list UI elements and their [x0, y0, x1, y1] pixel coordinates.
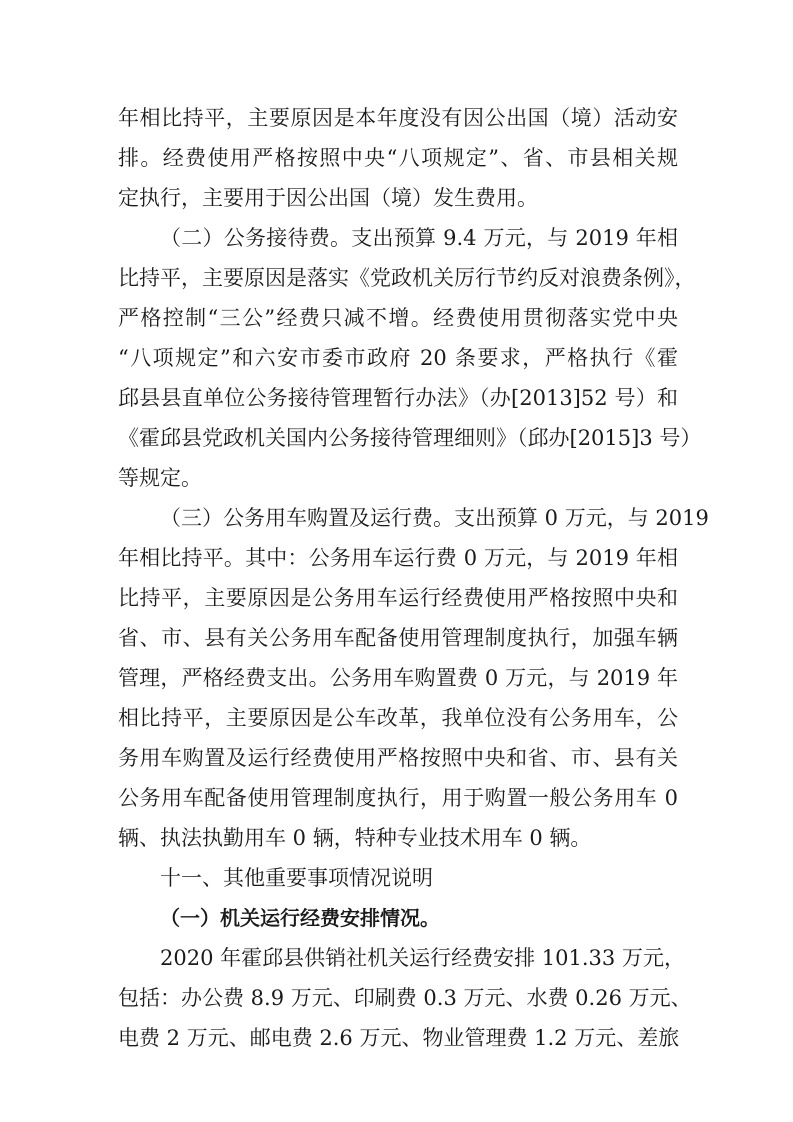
- subsection-heading: （一）机关运行经费安排情况。: [160, 906, 440, 930]
- paragraph-line: 定执行，主要用于因公出国（境）发生费用。: [118, 186, 538, 210]
- paragraph-line: “八项规定”和六安市委市政府 20 条要求，严格执行《霍: [118, 346, 678, 370]
- paragraph-line: （二）公务接待费。支出预算 9.4 万元，与 2019 年相: [160, 226, 678, 250]
- paragraph-line: 邱县县直单位公务接待管理暂行办法》（办[2013]52 号）和: [118, 386, 678, 410]
- paragraph-line: 等规定。: [118, 466, 202, 490]
- paragraph-line: 年相比持平。其中：公务用车运行费 0 万元，与 2019 年相: [118, 546, 678, 570]
- paragraph-line: 公务用车配备使用管理制度执行，用于购置一般公务用车 0: [118, 786, 678, 810]
- paragraph-line: 辆、执法执勤用车 0 辆，特种专业技术用车 0 辆。: [118, 826, 592, 850]
- paragraph-line: 严格控制“三公”经费只减不增。经费使用贯彻落实党中央: [118, 306, 678, 330]
- paragraph-line: 包括：办公费 8.9 万元、印刷费 0.3 万元、水费 0.26 万元、: [118, 986, 692, 1010]
- paragraph-line: 管理，严格经费支出。公务用车购置费 0 万元，与 2019 年: [118, 666, 678, 690]
- paragraph-line: 2020 年霍邱县供销社机关运行经费安排 101.33 万元，: [160, 946, 685, 970]
- paragraph-line: 比持平，主要原因是落实《党政机关厉行节约反对浪费条例》，: [118, 266, 696, 290]
- paragraph-line: 比持平，主要原因是公务用车运行经费使用严格按照中央和: [118, 586, 678, 610]
- paragraph-line: 排。经费使用严格按照中央“八项规定”、省、市县相关规: [118, 146, 678, 170]
- paragraph-line: 省、市、县有关公务用车配备使用管理制度执行，加强车辆: [118, 626, 678, 650]
- paragraph-line: 务用车购置及运行经费使用严格按照中央和省、市、县有关: [118, 746, 678, 770]
- paragraph-line: （三）公务用车购置及运行费。支出预算 0 万元，与 2019: [160, 506, 709, 530]
- paragraph-line: 《霍邱县党政机关国内公务接待管理细则》（邱办[2015]3 号）: [118, 426, 702, 450]
- paragraph-line: 年相比持平，主要原因是本年度没有因公出国（境）活动安: [118, 106, 678, 130]
- paragraph-line: 电费 2 万元、邮电费 2.6 万元、物业管理费 1.2 万元、差旅: [118, 1026, 680, 1050]
- paragraph-line: 相比持平，主要原因是公车改革，我单位没有公务用车，公: [118, 706, 678, 730]
- section-heading: 十一、其他重要事项情况说明: [160, 866, 433, 890]
